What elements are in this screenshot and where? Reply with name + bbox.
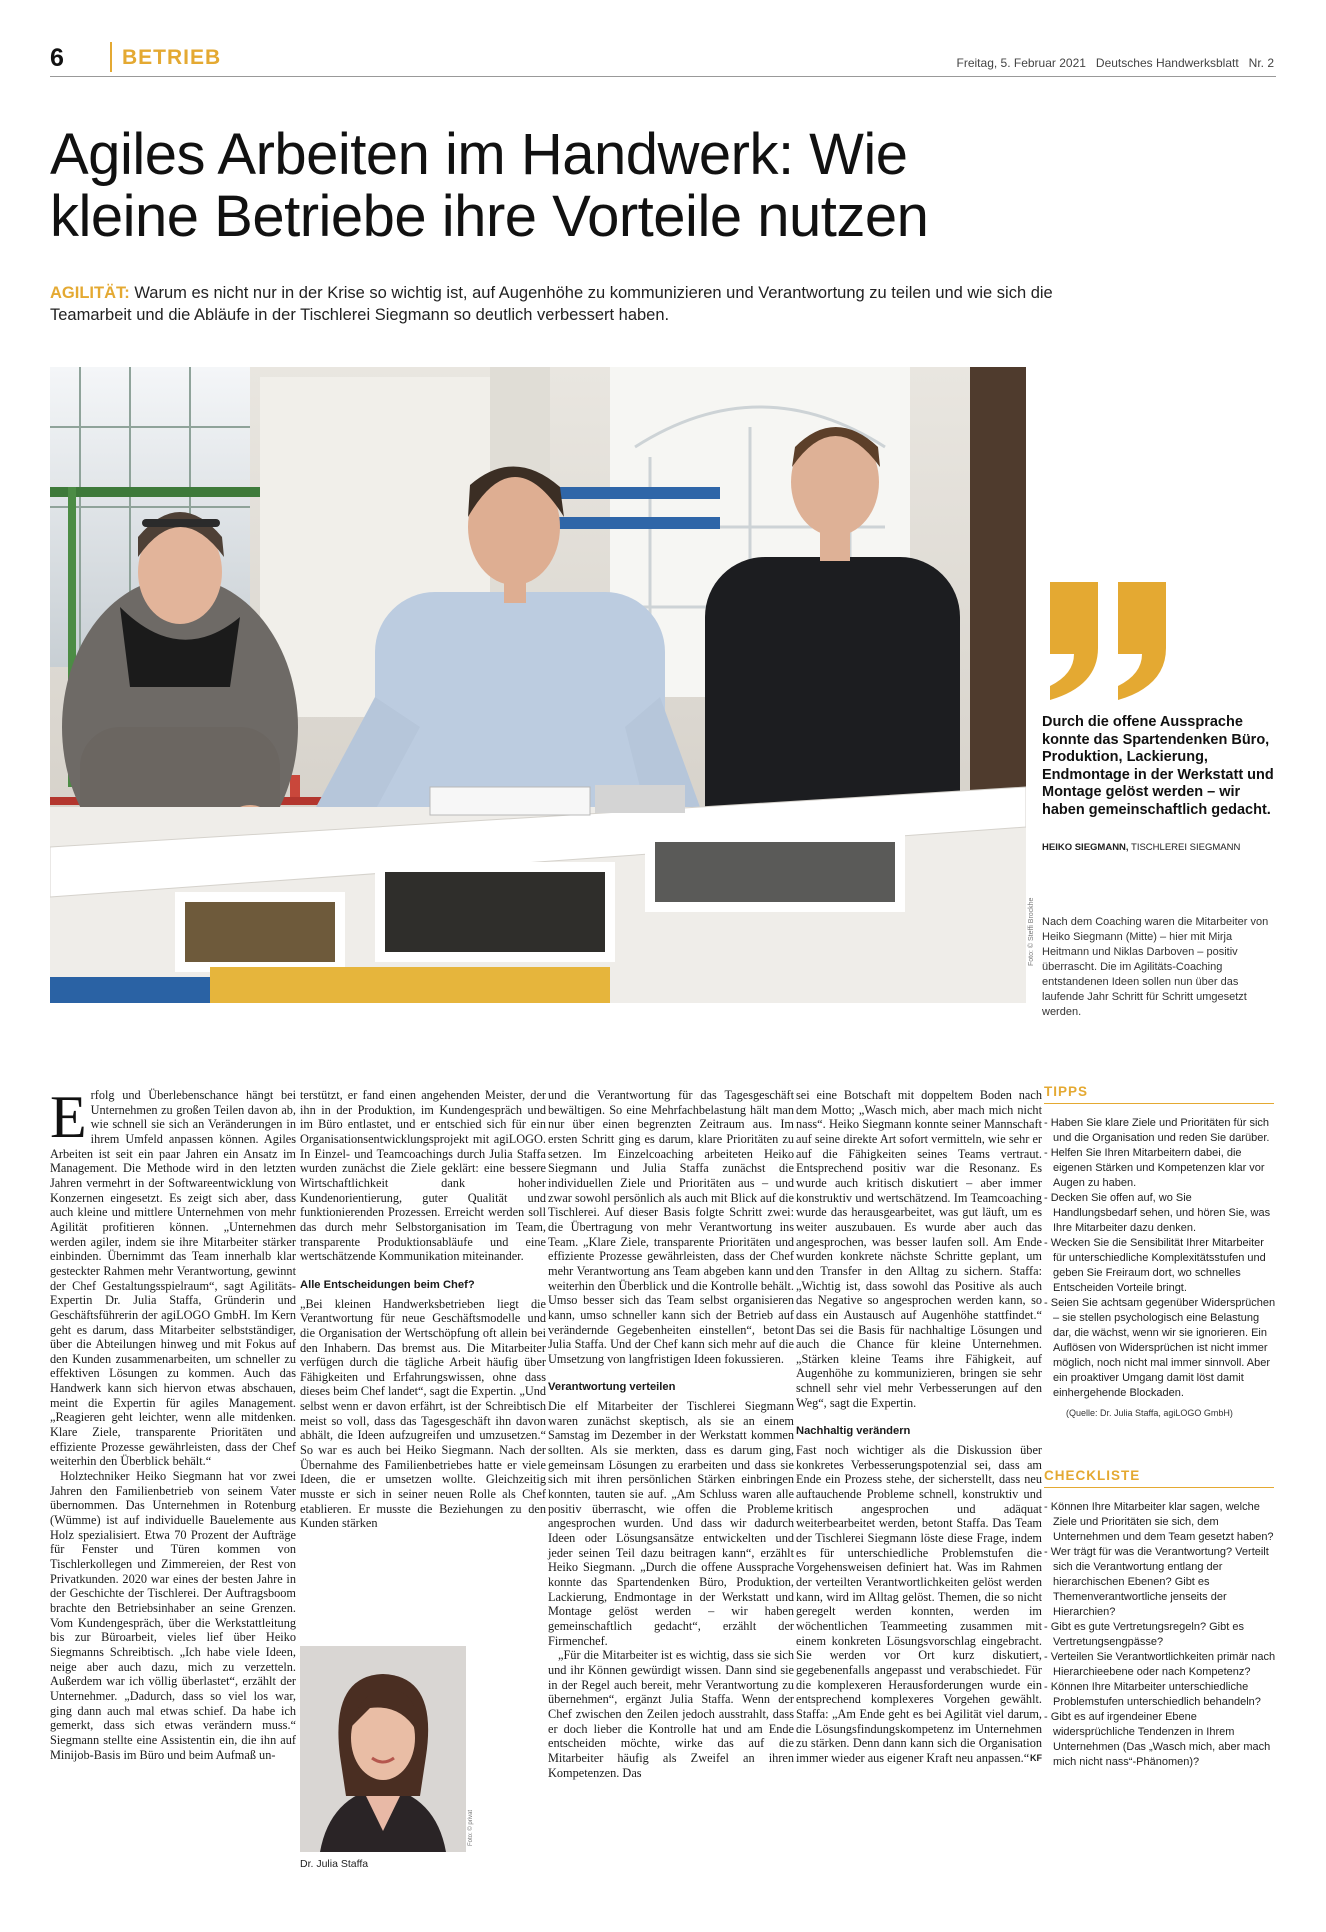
tips-item: - Wecken Sie die Sensibilität Ihrer Mitarbeiter für unterschiedliche Komplexitätsstufen und geben Sie Freiraum dort, wo schnelles Entscheiden Vorteile bringt. <box>1044 1236 1276 1296</box>
checklist-heading: CHECKLISTE <box>1044 1468 1141 1483</box>
tips-rule <box>1044 1103 1274 1104</box>
quote-attribution <box>1042 842 1240 853</box>
body-paragraph: „Für die Mitarbeiter ist es wichtig, dass sie sich und ihr Können gewürdigt wissen. Dann sind sie in der Regel auch bereit, mehr Verantwortung zu übernehmen“, ergänzt Julia Staffa. Wenn der Chef zwischen den Zeilen jedoch ausstrahlt, dass er doch lieber die Kontrolle hat und am Ende entscheiden möchte, wirke das auf die Mitarbeiter häufig als Zweifel an ihren Kompetenzen. Das <box>548 1648 794 1780</box>
body-column-2 <box>300 1088 546 1643</box>
body-paragraph <box>50 1084 296 1469</box>
header-divider <box>110 42 112 72</box>
author-signoff: KF <box>1030 1752 1042 1763</box>
body-paragraph: Holztechniker Heiko Siegmann hat vor zwei Jahren den Familienbetrieb von seinem Vater übernommen. Das Unternehmen in Rotenburg (Wümme) ist auf individuelle Bauelemente aus Holz spezialisiert. Etwa 70 Prozent der Aufträge für Fenster und Türen kommen von Tischlerkollegen und Zimmereien, der Rest von Privatkunden. 2020 war eines der besten Jahre in der Geschichte der Tischlerei. Der Auftragsboom brachte den Betriebsinhaber an seine Grenzen. Vom Kundengespräch, über die Werkstattleitung bis zur Büroarbeit, vieles lief über Heiko Siegmanns Schreibtisch. „Ich habe viele Ideen, neige aber auch dazu, mich zu verzetteln. Außerdem war ich völlig überlastet“, erzählt der Unternehmer. „Dadurch, dass so viel los war, ging dann auch mal etwas schief. Da habe ich gemerkt, dass sich etwas verändern muss.“ Siegmann stellte eine Assistentin ein, die ihn auf Minijob-Basis im Büro und beim Aufmaß un- <box>50 1469 296 1762</box>
quote-attribution-company: TISCHLEREI SIEGMANN <box>1131 842 1241 853</box>
lead-kicker: AGILITÄT: <box>50 284 130 302</box>
tips-item: - Decken Sie offen auf, wo Sie Handlungsbedarf sehen, und hören Sie, was Ihre Mitarbeiter dazu denken. <box>1044 1191 1276 1236</box>
issue-meta: Freitag, 5. Februar 2021 Deutsches Handwerksblatt Nr. 2 <box>956 56 1274 70</box>
portrait-photo <box>300 1646 466 1852</box>
checklist-rule <box>1044 1487 1274 1488</box>
quote-attribution-name: HEIKO SIEGMANN, <box>1042 842 1129 853</box>
headline-line-2: kleine Betriebe ihre Vorteile nutzen <box>50 184 929 249</box>
body-paragraph <box>796 1443 1042 1765</box>
section-label: BETRIEB <box>122 46 222 69</box>
page-number: 6 <box>50 44 64 72</box>
article-headline <box>50 124 1280 248</box>
checklist-item: - Können Ihre Mitarbeiter unterschiedliche Problemstufen unterschiedlich behandeln? <box>1044 1680 1276 1710</box>
subheading: Verantwortung verteilen <box>548 1381 676 1394</box>
body-paragraph: terstützt, er fand einen angehenden Meister, der ihn in der Produktion, im Kundengespräch und im Büro entlastet, und er entschied sich für ein Organisationsentwicklungsprojekt mit agiLOGO. In Einzel- und Teamcoachings durch Julia Staffa wurden zunächst die Ziele geklärt: eine bessere Wirtschaftlichkeit dank hoher Kundenorientierung, guter Qualität und funktionierenden Prozessen. Erreicht werden soll das durch mehr Selbstorganisation im Team, transparente Produktionsabläufe und eine wertschätzende Kommunikation miteinander. <box>300 1088 546 1264</box>
body-paragraph: „Bei kleinen Handwerksbetrieben liegt die Verantwortung für neue Geschäftsmodelle und die Organisation der Wertschöpfung oft allein bei den Inhabern. Das bremst aus. Die Mitarbeiter verfügen durch die tägliche Arbeit häufig über Fähigkeiten und Erfahrungswissen, ohne dass dieses beim Chef landet“, sagt die Expertin. „Und selbst wenn er davon erfährt, ist der Schreibtisch meist so voll, dass das Tagesgeschäft ihn davon abhält, die Ideen aufzugreifen und umzusetzen.“ So war es auch bei Heiko Siegmann. Nach der Übernahme des Familienbetriebes hatte er viele Ideen, die er umsetzen wollte. Gleichzeitig musste er sich in seiner neuen Rolle als Chef etablieren. Er musste die Beziehungen zu den Kunden stärken <box>300 1296 546 1531</box>
header-rule <box>50 76 1276 77</box>
drop-cap: E <box>50 1084 87 1150</box>
tips-list <box>1044 1116 1276 1401</box>
body-paragraph: sei eine Botschaft mit doppeltem Boden nach dem Motto; „Wasch mich, aber mach mich nicht nass“. Heiko Siegmann konnte seiner Mannschaft auf seine direkte Art sofort vermitteln, wie sehr er auf die Fähigkeiten seines Teams vertraut. Entsprechend positiv war die Resonanz. Es wurde auch kritisch diskutiert – aber immer konstruktiv und wertschätzend. Im Teamcoaching wurde das herausgearbeitet, was gut läuft, um es weiter auszubauen. Es wurde aber auch das angesprochen, was besser laufen soll. Am Ende wurden konkrete nächste Schritte geplant, um den Transfer in den Alltag zu sichern. Staffa: „Wichtig ist, dass sowohl das Positive als auch das Negative so angesprochen werden kann, so dass ein Austausch auf Augenhöhe stattfindet.“ Das sei die Basis für nachhaltige Lösungen und auch die Chance für kleine Unternehmen. „Stärken kleine Teams ihre Fähigkeit, auf Augenhöhe zu kommunizieren, bringen sie sehr schnell sehr viel mehr Verbesserungen auf den Weg“, sagt die Expertin. <box>796 1088 1042 1410</box>
body-paragraph-text: Fast noch wichtiger als die Diskussion über konkretes Verbesserungspotenzial sei, dass am Ende ein Prozess stehe, der sicherstellt, dass neu auftauchende Probleme schnell, konstruktiv und kritisch angesprochen und adäquat weiterbearbeitet werden, betont Staffa. Das Team der Tischlerei Siegmann löste diese Frage, indem es für unterschiedliche Problemstufen die Vorgehensweisen definiert hat. Was im Rahmen der verteilten Verantwortlichkeiten gelöst werden kann, wird im Alltag gelöst. Themen, die so nicht geregelt werden konnten, werden im wöchentlichen Teammeeting zusammen mit einem konkreten Lösungsvorschlag eingebracht. Sie werden vor Ort kurz diskutiert, gegebenenfalls angepasst und verabschiedet. Für die komplexeren Herausforderungen wurde ein entsprechend komplexeres Vorgehen gewählt. Staffa: „Am Ende geht es bei Agilität viel darum, die Lösungsfindungskompetenz im Unternehmen zu stärken. Denn dann kann sich die Organisation immer wieder aus eigener Kraft neu anpassen.“ <box>796 1443 1042 1765</box>
body-column-1 <box>50 1084 296 1762</box>
photo-caption: Nach dem Coaching waren die Mitarbeiter von Heiko Siegmann (Mitte) – hier mit Mirja Heitmann und Niklas Darboven – positiv überrascht. Die im Agilitäts-Coaching entstandenen Ideen sollen nun über das laufende Jahr Schritt für Schritt umgesetzt werden. <box>1042 916 1269 1018</box>
tips-heading: TIPPS <box>1044 1084 1089 1099</box>
body-column-3 <box>548 1088 794 1780</box>
body-paragraph: Die elf Mitarbeiter der Tischlerei Siegmann waren zunächst skeptisch, als sie an einem Samstag im Dezember in der Werkstatt kommen sollten. Als sie merkten, dass es darum ging, gemeinsam Lösungen zu erarbeiten und dass sie sich mit ihren persönlichen Stärken einbringen konnten, tauten sie auf. „Am Schluss waren alle positiv überrascht, wie offen die Probleme angesprochen wurden. Und dass wir dadurch Ideen oder Lösungsansätze entwickelten und jeder seinen Teil dazu beitragen kann“, erzählt Heiko Siegmann. „Durch die offene Aussprache konnte das Spartendenken Büro, Produktion, Lackierung, Endmontage in der Werkstatt und Montage gelöst werden – wir haben gemeinschaftlich gedacht“, erzählt der Firmenchef. <box>548 1399 794 1648</box>
tips-source: (Quelle: Dr. Julia Staffa, agiLOGO GmbH) <box>1066 1408 1233 1418</box>
article-lead <box>50 282 1060 326</box>
checklist-item: - Gibt es auf irgendeiner Ebene widersprüchliche Tendenzen in Ihrem Unternehmen (Das „Wasch mich, aber mach mich nicht nass“-Phänomen)? <box>1044 1710 1276 1770</box>
portrait-caption: Dr. Julia Staffa <box>300 1858 369 1870</box>
portrait-credit: Foto: © privat <box>468 1809 474 1846</box>
lead-text: Warum es nicht nur in der Krise so wichtig ist, auf Augenhöhe zu kommunizieren und Verantwortung zu teilen und wie sich die Teamarbeit und die Abläufe in der Tischlerei Siegmann so deutlich verbessert haben. <box>50 284 1053 324</box>
photo-credit: Foto: © Steffi Brockhe <box>1028 897 1035 966</box>
tips-item: - Seien Sie achtsam gegenüber Widersprüchen – sie stellen psychologisch eine Belastung dar, die wächst, wenn wir sie ignorieren. Ein Auflösen von Widersprüchen ist nicht immer möglich, noch nicht mal immer sinnvoll. Aber ein proaktiver Umgang damit löst damit einhergehende Blockaden. <box>1044 1296 1276 1401</box>
body-paragraph-text: rfolg und Überlebenschance hängt bei Unternehmen zu großen Teilen davon ab, wie schnell sie sich an Veränderungen in ihrem Umfeld anpassen können. Agiles Arbeiten ist seit ein paar Jahren ein Ansatz im Management. Die Methode wird in den letzten Jahren vermehrt in der Softwareentwicklung von Konzernen eingesetzt. Es zeigt sich aber, dass auch kleine und mittlere Unternehmen von mehr Agilität profitieren können. „Unternehmen werden agiler, indem sie ihre Mitarbeiter stärker einbinden. Übernimmt das Team innerhalb klar gesteckter Rahmen mehr Verantwortung, gewinnt der Chef Gestaltungsspielraum“, sagt Agilitäts-Expertin Dr. Julia Staffa, Gründerin und Geschäftsführerin der agiLOGO GmbH. Im Kern geht es darum, dass Mitarbeiter selbstständiger, über die Abteilungen hinweg und mit Fokus auf den Kunden zusammenarbeiten, um schneller zu effektiven Lösungen zu kommen. Auch das Handwerk kann sich hiervon etwas abschauen, meint die Expertin für agiles Management. „Reagieren geht leichter, wenn alle mitdenken. Klare Ziele, transparente Prioritäten und effiziente Prozesse gewährleisten, dass der Chef weiterhin den Überblick behält.“ <box>50 1088 296 1469</box>
body-paragraph: und die Verantwortung für das Tagesgeschäft bewältigen. So eine Mehrfachbelastung hält man nur über einen begrenzten Zeitraum aus. Im ersten Schritt ging es darum, klare Prioritäten zu setzen. Im Einzelcoaching arbeiteten Heiko Siegmann und Julia Staffa zunächst die individuellen Ziele und Prioritäten aus – und zwar sowohl persönlich als auch mit Blick auf die Tischlerei. Auf dieser Basis folgte Schritt zwei: die Übertragung von mehr Verantwortung ins Team. „Klare Ziele, transparente Prioritäten und effiziente Prozesse gewährleisten, dass der Chef mehr Verantwortung ans Team abgeben kann und weiterhin den Überblick und die Kontrolle behält. Umso besser sich das Team selbst organisieren kann, umso schneller kann sich der Betrieb auf verändernde Gegebenheiten einstellen“, betont Julia Staffa. Und der Chef kann sich mehr auf die Umsetzung von langfristigen Ideen fokussieren. <box>548 1088 794 1366</box>
checklist-list <box>1044 1500 1276 1770</box>
body-column-4 <box>796 1088 1042 1766</box>
tips-item: - Haben Sie klare Ziele und Prioritäten für sich und die Organisation und reden Sie darüber. <box>1044 1116 1276 1146</box>
checklist-item: - Gibt es gute Vertretungsregeln? Gibt es Vertretungsengpässe? <box>1044 1620 1276 1650</box>
checklist-item: - Verteilen Sie Verantwortlichkeiten primär nach Hierarchieebene oder nach Kompetenz? <box>1044 1650 1276 1680</box>
subheading: Nachhaltig verändern <box>796 1425 911 1438</box>
tips-item: - Helfen Sie Ihren Mitarbeitern dabei, die eigenen Stärken und Kompetenzen klar vor Augen zu haben. <box>1044 1146 1276 1191</box>
quote-mark-icon <box>1042 582 1174 705</box>
pull-quote: Durch die offene Aussprache konnte das Spartendenken Büro, Produktion, Lackierung, Endmontage in der Werkstatt und Montage gelöst werden – wir haben gemeinschaftlich gedacht. <box>1042 714 1274 818</box>
checklist-item: - Können Ihre Mitarbeiter klar sagen, welche Ziele und Prioritäten sie sich, dem Unternehmen und dem Team gesetzt haben? <box>1044 1500 1276 1545</box>
team-photo <box>50 367 1026 1003</box>
checklist-item: - Wer trägt für was die Verantwortung? Verteilt sich die Verantwortung entlang der hierarchischen Ebenen? Gibt es Themenverantwortliche jenseits der Hierarchien? <box>1044 1545 1276 1620</box>
headline-line-1: Agiles Arbeiten im Handwerk: Wie <box>50 122 908 187</box>
subheading: Alle Entscheidungen beim Chef? <box>300 1278 475 1291</box>
